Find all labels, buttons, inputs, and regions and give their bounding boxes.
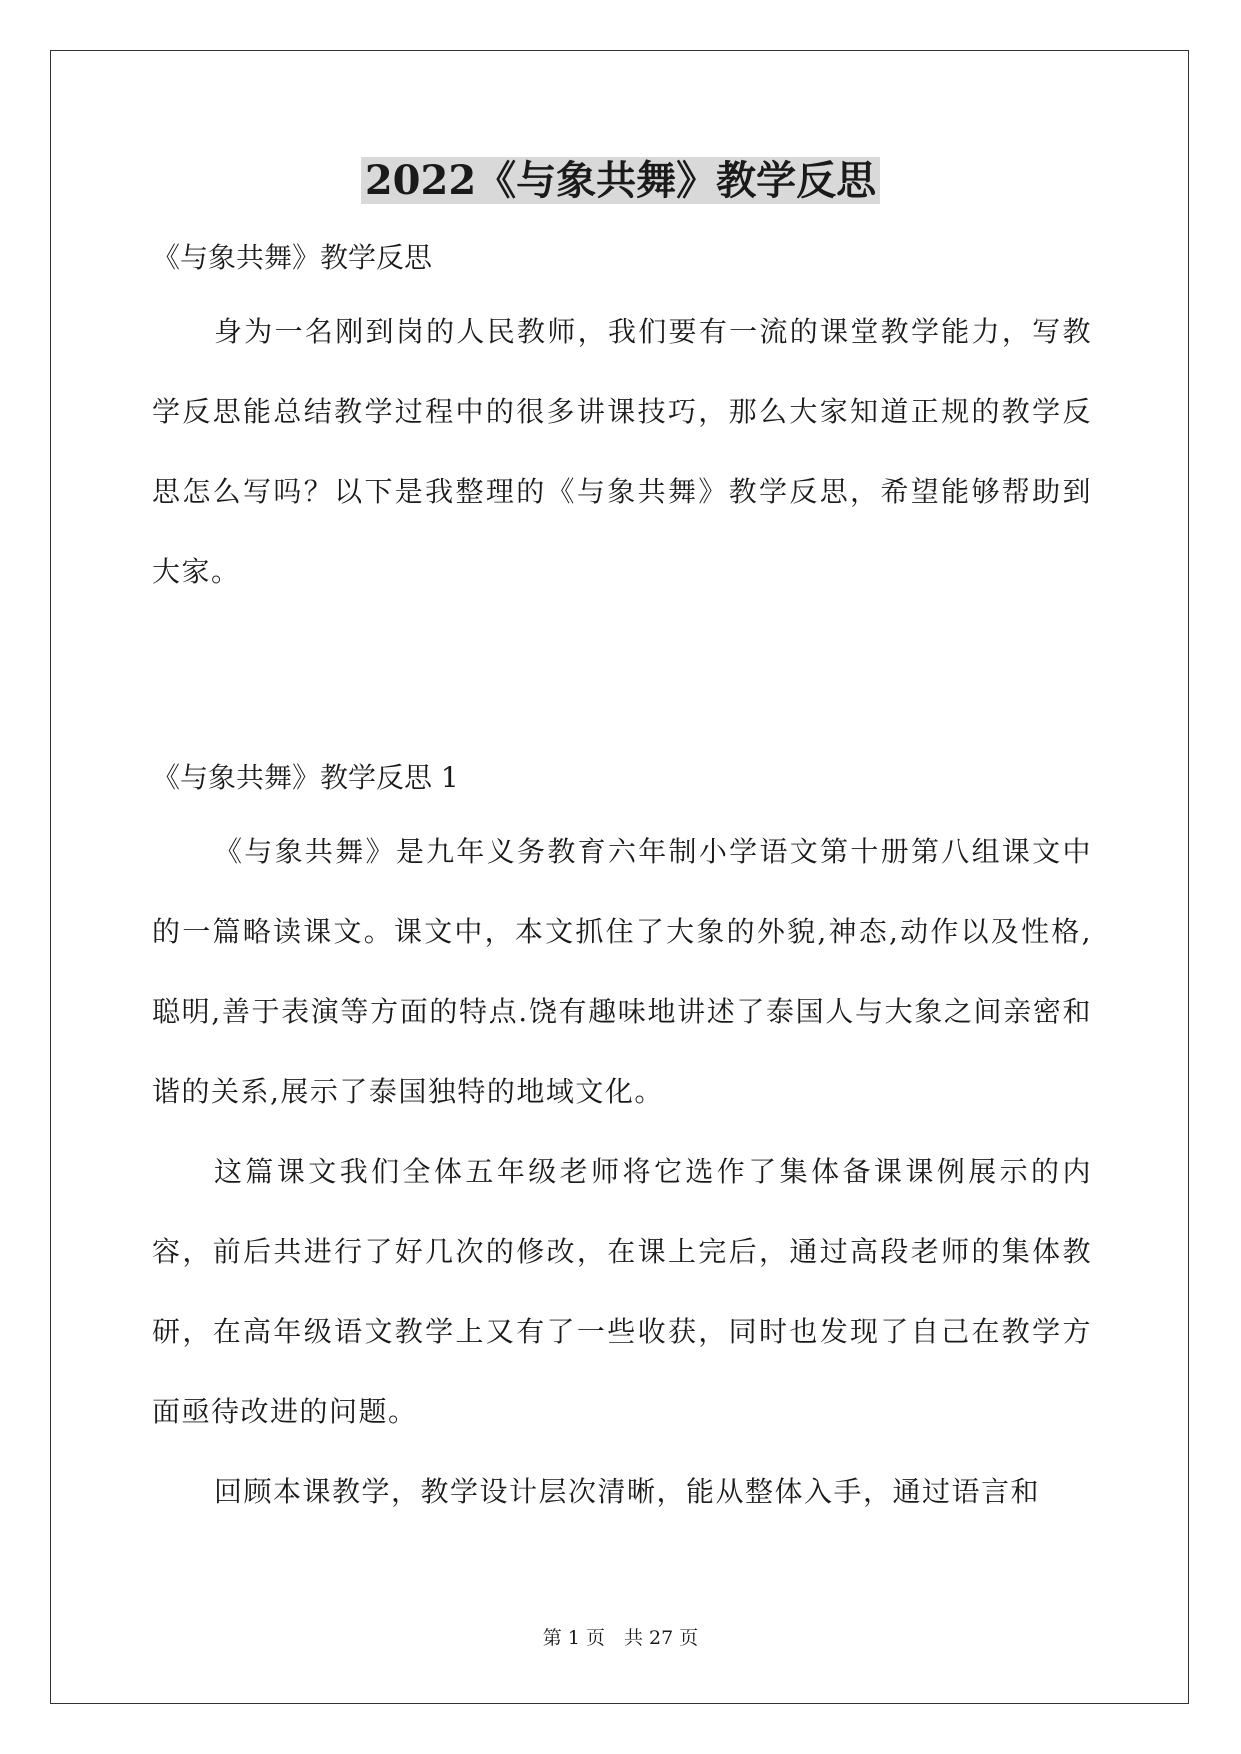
section1-heading: 《与象共舞》教学反思 1 [152,761,459,794]
intro-paragraph: 身为一名刚到岗的人民教师，我们要有一流的课堂教学能力，写教学反思能总结教学过程中的很多讲课技巧，那么大家知道正规的教学反思怎么写吗？以下是我整理的《与象共舞》教学反思，希望能够帮助到大家。 [152,315,1092,588]
section1-paragraph-2: 这篇课文我们全体五年级老师将它选作了集体备课课例展示的内容，前后共进行了好几次的修改，在课上完后，通过高段老师的集体教研，在高年级语文教学上又有了一些收获，同时也发现了自己在教学方面亟待改进的问题。 [152,1155,1092,1428]
section1-paragraph-3: 回顾本课教学，教学设计层次清晰，能从整体入手，通过语言和 [214,1475,1041,1508]
document-title [0,153,1241,209]
document-title-text: 2022《与象共舞》教学反思 [361,157,880,204]
page-number-footer: 第 1 页 共 27 页 [542,1627,699,1649]
section1-paragraph-1: 《与象共舞》是九年义务教育六年制小学语文第十册第八组课文中的一篇略读课文。课文中，本文抓住了大象的外貌,神态,动作以及性格,聪明,善于表演等方面的特点.饶有趣味地讲述了泰国人与大象之间亲密和谐的关系,展示了泰国独特的地域文化。 [152,835,1092,1108]
intro-heading: 《与象共舞》教学反思 [152,241,433,274]
